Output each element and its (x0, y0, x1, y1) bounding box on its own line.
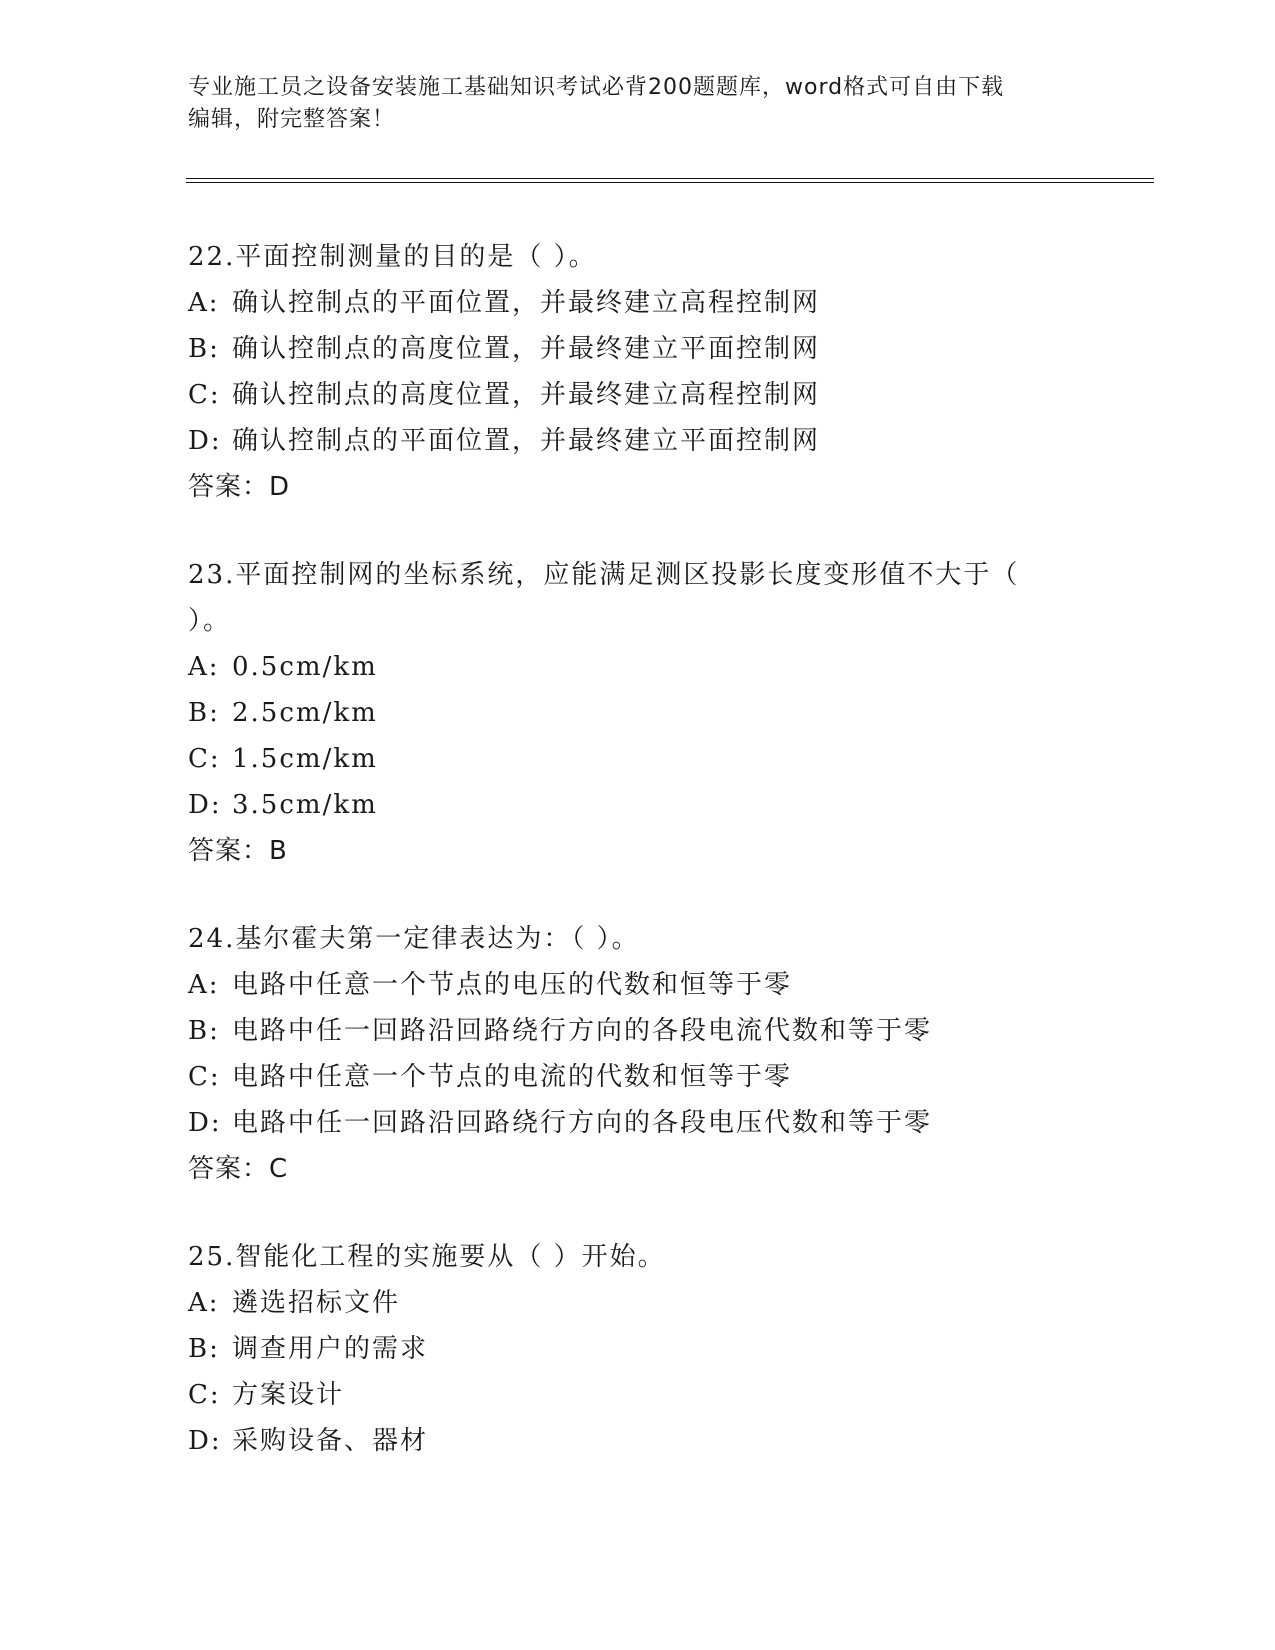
option-text: 0.5cm/km (232, 652, 378, 682)
header-title-line-2: 编辑，附完整答案！ (188, 107, 396, 132)
option-c (188, 1054, 1088, 1100)
question-stem: 22.平面控制测量的目的是（ ）。 (188, 242, 597, 272)
question-23 (188, 552, 1088, 874)
header-title-line-1: 专业施工员之设备安装施工基础知识考试必背200题题库，word格式可自由下载 (188, 75, 1005, 100)
option-label: A: (188, 970, 220, 1000)
option-a (188, 280, 1088, 326)
option-label: B: (188, 1334, 220, 1364)
answer-line: 答案：C (188, 1154, 289, 1184)
option-label: A: (188, 288, 220, 318)
header-divider (186, 178, 1154, 183)
option-c (188, 736, 1088, 782)
option-a (188, 1280, 1088, 1326)
question-25 (188, 1234, 1088, 1464)
option-c (188, 372, 1088, 418)
question-24 (188, 916, 1088, 1192)
question-stem: 24.基尔霍夫第一定律表达为：（ ）。 (188, 924, 640, 954)
option-text: 电路中任意一个节点的电压的代数和恒等于零 (232, 970, 793, 1000)
option-label: C: (188, 1380, 221, 1410)
option-label: D: (188, 790, 222, 820)
option-label: B: (188, 1016, 220, 1046)
option-text: 电路中任一回路沿回路绕行方向的各段电流代数和等于零 (232, 1016, 933, 1046)
option-text: 方案设计 (232, 1380, 345, 1410)
option-label: C: (188, 1062, 221, 1092)
option-d (188, 1100, 1088, 1146)
option-text: 遴选招标文件 (232, 1288, 401, 1318)
option-text: 电路中任意一个节点的电流的代数和恒等于零 (232, 1062, 793, 1092)
option-d (188, 418, 1088, 464)
option-text: 2.5cm/km (232, 698, 378, 728)
option-b (188, 690, 1088, 736)
option-text: 调查用户的需求 (232, 1334, 429, 1364)
option-text: 电路中任一回路沿回路绕行方向的各段电压代数和等于零 (232, 1108, 933, 1138)
option-c (188, 1372, 1088, 1418)
option-label: D: (188, 1426, 222, 1456)
option-text: 确认控制点的平面位置，并最终建立高程控制网 (232, 288, 821, 318)
question-stem: 23.平面控制网的坐标系统，应能满足测区投影长度变形值不大于（ (188, 560, 1020, 590)
question-22 (188, 234, 1088, 510)
question-stem: 25.智能化工程的实施要从（ ）开始。 (188, 1242, 666, 1272)
option-a (188, 644, 1088, 690)
option-label: A: (188, 1288, 220, 1318)
option-label: C: (188, 380, 221, 410)
option-label: C: (188, 744, 221, 774)
option-label: B: (188, 334, 220, 364)
option-d (188, 782, 1088, 828)
option-text: 1.5cm/km (232, 744, 378, 774)
option-label: D: (188, 1108, 222, 1138)
option-b (188, 1008, 1088, 1054)
answer-line: 答案：B (188, 836, 288, 866)
answer-line: 答案：D (188, 472, 291, 502)
option-label: A: (188, 652, 220, 682)
document-header (188, 72, 1088, 136)
question-list (188, 234, 1088, 1506)
option-b (188, 1326, 1088, 1372)
option-text: 确认控制点的平面位置，并最终建立平面控制网 (232, 426, 821, 456)
option-d (188, 1418, 1088, 1464)
question-stem-continued: ）。 (188, 606, 232, 636)
option-text: 3.5cm/km (232, 790, 378, 820)
option-text: 确认控制点的高度位置，并最终建立平面控制网 (232, 334, 821, 364)
option-label: B: (188, 698, 220, 728)
option-text: 采购设备、器材 (232, 1426, 429, 1456)
option-text: 确认控制点的高度位置，并最终建立高程控制网 (232, 380, 821, 410)
option-b (188, 326, 1088, 372)
option-a (188, 962, 1088, 1008)
option-label: D: (188, 426, 222, 456)
